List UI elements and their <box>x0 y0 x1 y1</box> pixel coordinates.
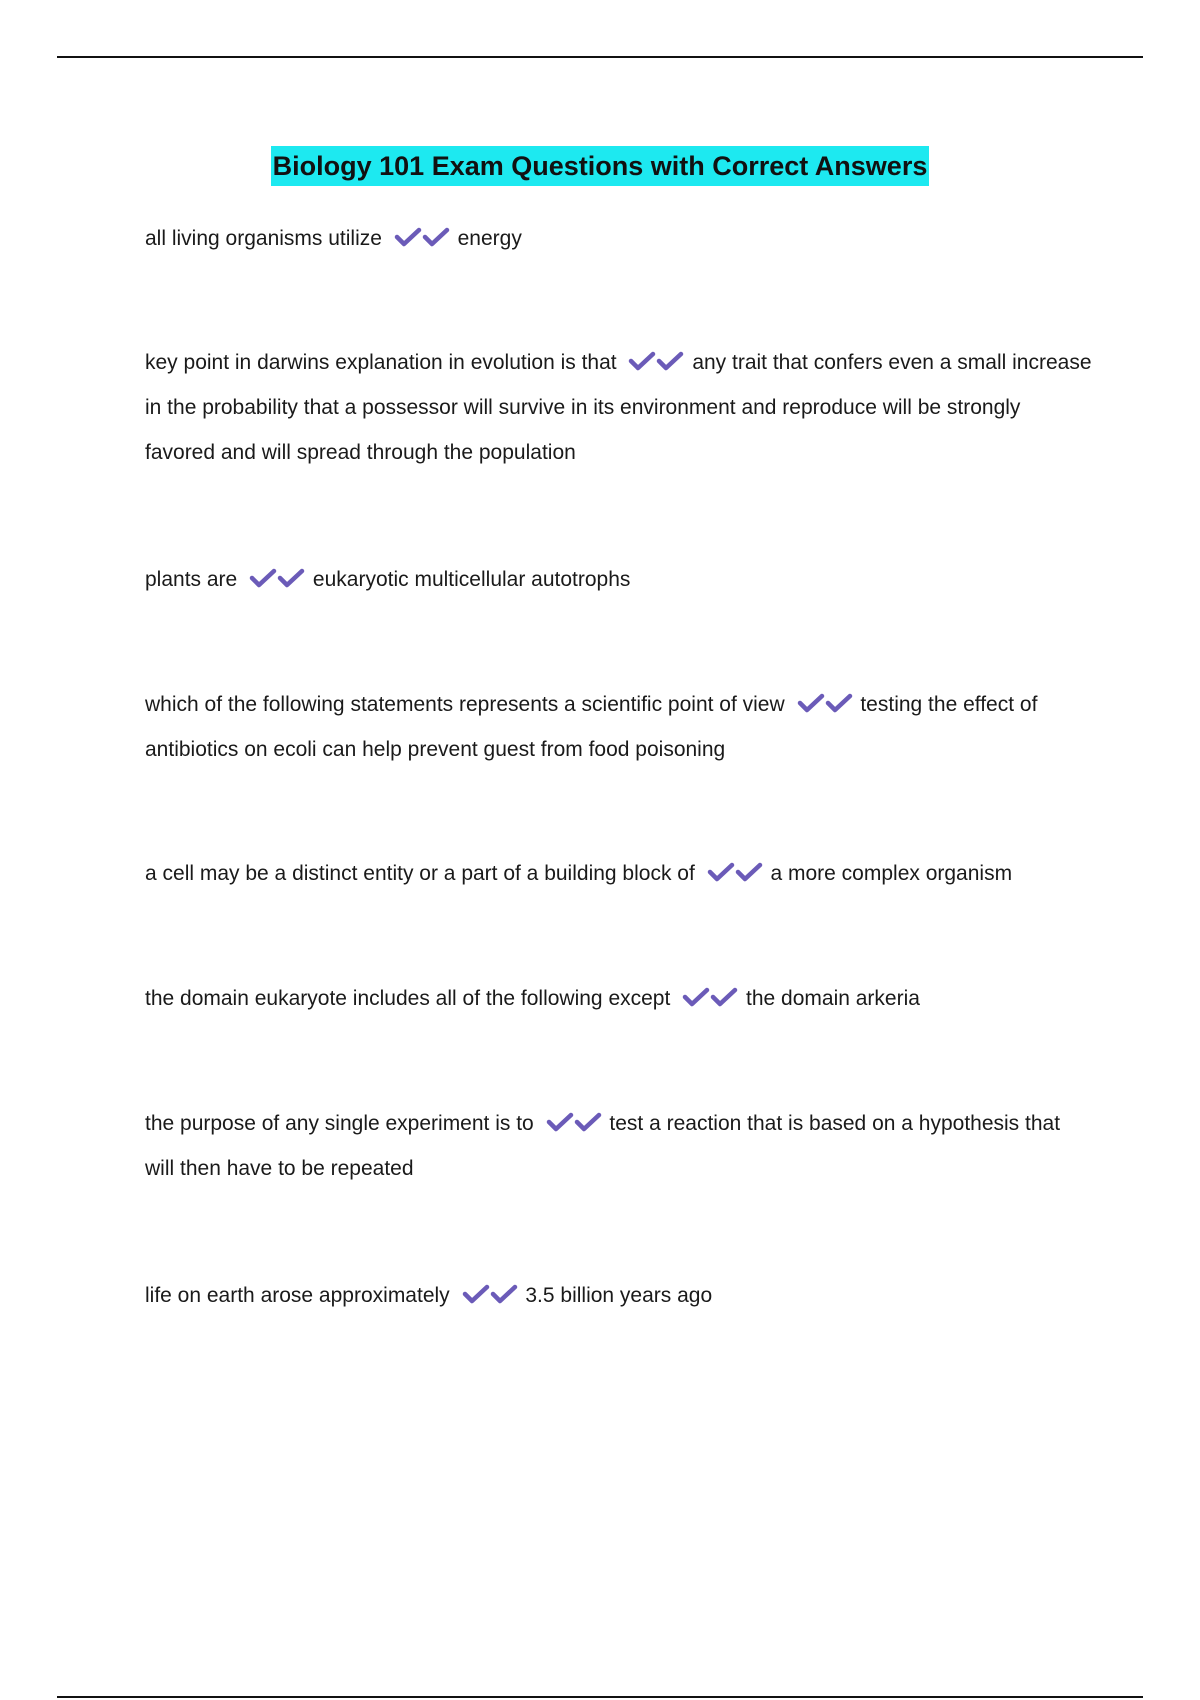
double-check-icon <box>249 568 305 591</box>
title-container <box>0 146 1200 186</box>
check-icon <box>682 986 710 1008</box>
double-check-icon <box>462 1284 518 1307</box>
question-text: life on earth arose approximately <box>145 1284 450 1307</box>
question-text: which of the following statements represents a scientific point of view <box>145 693 785 716</box>
qa-item <box>145 976 1095 1021</box>
check-icon <box>628 350 656 372</box>
double-check-icon <box>682 987 738 1010</box>
question-text: all living organisms utilize <box>145 227 382 250</box>
qa-item <box>145 1101 1095 1191</box>
check-icon <box>574 1111 602 1133</box>
check-icon <box>710 986 738 1008</box>
check-icon <box>422 226 450 248</box>
answer-text: energy <box>457 227 522 250</box>
qa-item <box>145 1273 1095 1318</box>
qa-item <box>145 557 1095 602</box>
check-icon <box>462 1283 490 1305</box>
check-icon <box>546 1111 574 1133</box>
bottom-rule <box>57 1696 1143 1698</box>
question-text: plants are <box>145 568 238 591</box>
double-check-icon <box>546 1112 602 1135</box>
question-text: a cell may be a distinct entity or a part of a building block of <box>145 862 695 885</box>
question-text: the purpose of any single experiment is to <box>145 1112 534 1135</box>
question-text: the domain eukaryote includes all of the following except <box>145 987 671 1010</box>
double-check-icon <box>628 351 684 374</box>
qa-item <box>145 340 1095 475</box>
qa-item <box>145 851 1095 896</box>
check-icon <box>656 350 684 372</box>
answer-text: any trait that confers even a small increase in the probability that a possessor will survive in its environment and reproduce will be strongly favored and will spread through the population <box>145 351 1092 464</box>
double-check-icon <box>797 693 853 716</box>
top-rule <box>57 56 1143 58</box>
check-icon <box>797 692 825 714</box>
answer-text: a more complex organism <box>770 862 1013 885</box>
check-icon <box>735 861 763 883</box>
answer-text: eukaryotic multicellular autotrophs <box>312 568 631 591</box>
answer-text: 3.5 billion years ago <box>525 1284 713 1307</box>
answer-text: test a reaction that is based on a hypothesis that will then have to be repeated <box>145 1112 1061 1180</box>
double-check-icon <box>707 862 763 885</box>
check-icon <box>490 1283 518 1305</box>
check-icon <box>825 692 853 714</box>
check-icon <box>394 226 422 248</box>
answer-text: testing the effect of antibiotics on ecoli can help prevent guest from food poisoning <box>145 693 1038 761</box>
check-icon <box>249 567 277 589</box>
qa-item <box>145 216 1095 261</box>
answer-text: the domain arkeria <box>746 987 920 1010</box>
check-icon <box>707 861 735 883</box>
page-title: Biology 101 Exam Questions with Correct Answers <box>271 146 930 186</box>
check-icon <box>277 567 305 589</box>
question-text: key point in darwins explanation in evolution is that <box>145 351 617 374</box>
double-check-icon <box>394 227 450 250</box>
qa-item <box>145 682 1095 772</box>
